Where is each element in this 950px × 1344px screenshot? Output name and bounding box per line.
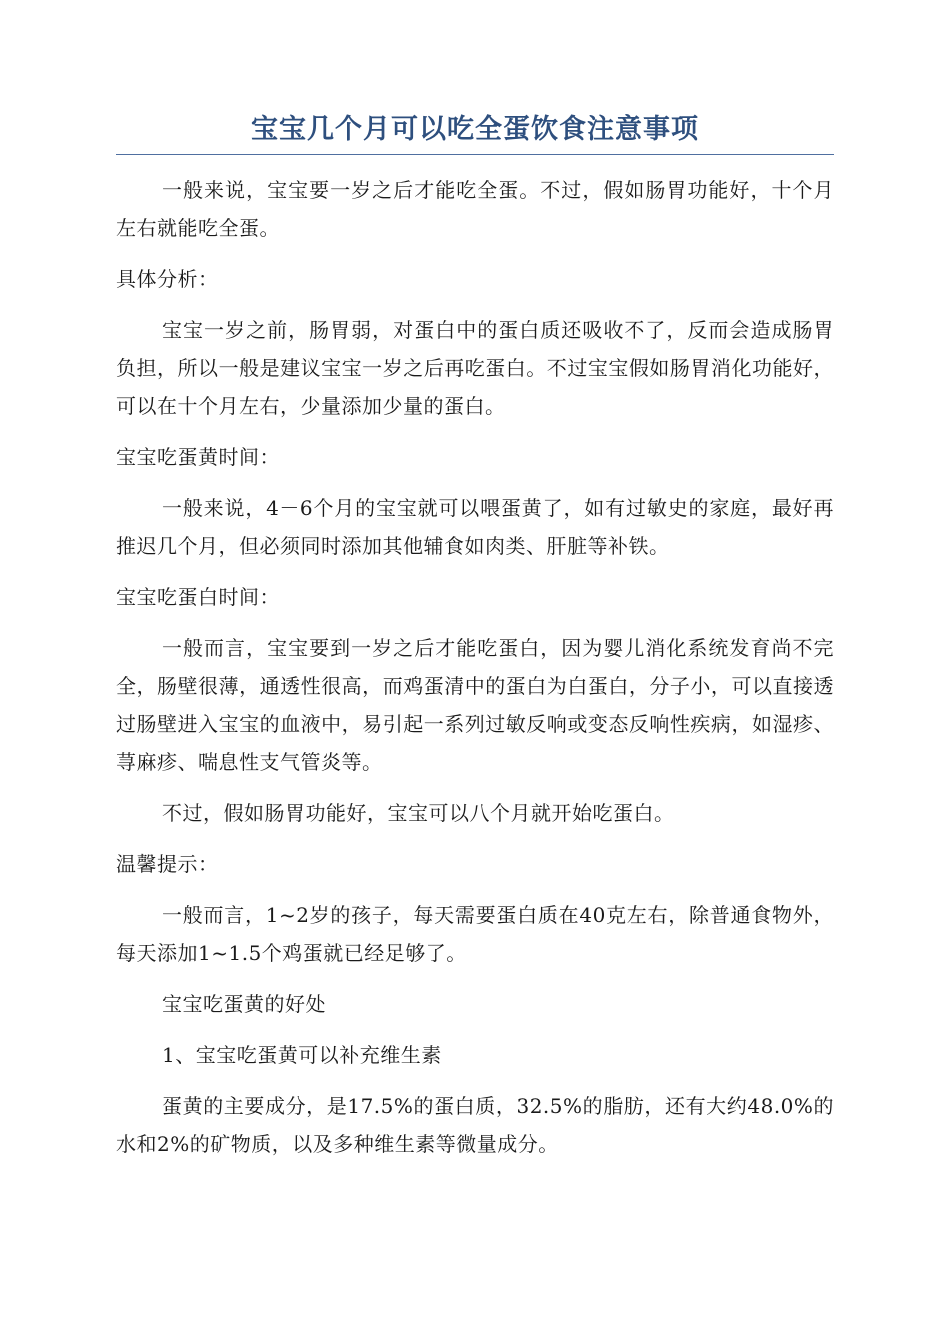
section-heading: 宝宝吃蛋白时间： — [116, 585, 280, 609]
section-heading: 温馨提示： — [116, 852, 219, 876]
section-heading: 宝宝吃蛋黄时间： — [116, 445, 280, 469]
body-paragraph: 宝宝吃蛋黄的好处 — [162, 992, 326, 1016]
body-paragraph: 一般来说，4－6个月的宝宝就可以喂蛋黄了，如有过敏史的家庭，最好再推迟几个月，但必须同时添加其他辅食如肉类、肝脏等补铁。 — [116, 496, 834, 558]
body-paragraph: 不过，假如肠胃功能好，宝宝可以八个月就开始吃蛋白。 — [162, 801, 675, 825]
document-page — [116, 110, 834, 1176]
document-body — [116, 171, 834, 1163]
body-paragraph: 蛋黄的主要成分，是17.5%的蛋白质，32.5%的脂肪，还有大约48.0%的水和2%的矿物质，以及多种维生素等微量成分。 — [116, 1094, 834, 1156]
body-paragraph: 1、宝宝吃蛋黄可以补充维生素 — [162, 1043, 442, 1067]
body-paragraph: 一般而言，宝宝要到一岁之后才能吃蛋白，因为婴儿消化系统发育尚不完全，肠壁很薄，通透性很高，而鸡蛋清中的蛋白为白蛋白，分子小，可以直接透过肠壁进入宝宝的血液中，易引起一系列过敏反响或变态反响性疾病，如湿疹、荨麻疹、喘息性支气管炎等。 — [116, 636, 834, 774]
body-paragraph: 宝宝一岁之前，肠胃弱，对蛋白中的蛋白质还吸收不了，反而会造成肠胃负担，所以一般是建议宝宝一岁之后再吃蛋白。不过宝宝假如肠胃消化功能好，可以在十个月左右，少量添加少量的蛋白。 — [116, 318, 834, 418]
body-paragraph: 一般而言，1~2岁的孩子，每天需要蛋白质在40克左右，除普通食物外，每天添加1~1.5个鸡蛋就已经足够了。 — [116, 903, 834, 965]
section-heading: 具体分析： — [116, 267, 219, 291]
document-title: 宝宝几个月可以吃全蛋饮食注意事项 — [251, 114, 699, 145]
body-paragraph: 一般来说，宝宝要一岁之后才能吃全蛋。不过，假如肠胃功能好，十个月左右就能吃全蛋。 — [116, 178, 834, 240]
title-underline — [116, 154, 834, 155]
